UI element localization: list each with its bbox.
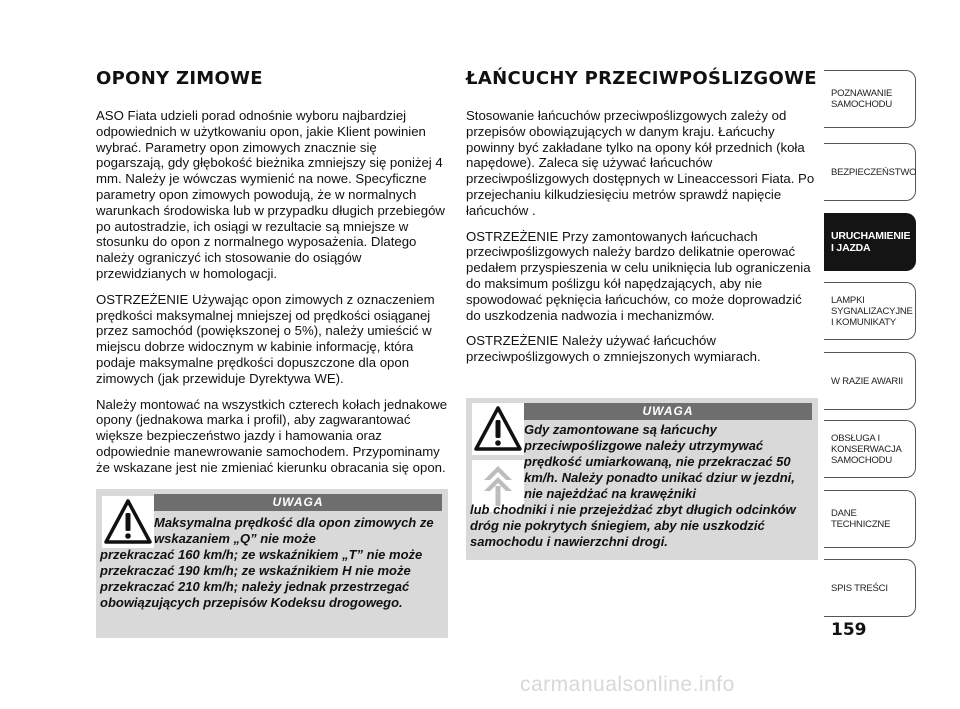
paragraph: ASO Fiata udzieli porad odnośnie wyboru najbardziej odpowiednich w użytkowaniu opon, jakie Klient powinien wybrać. Parametry opon zimowych znacznie się pogarszają, gdy głębokość bieżnika zmniejszy się poniżej 4 mm. Należy je wówczas wymienić na nowe. Specyficzne parametry opon zimowych powodują, że w normalnych warunkach środowiska lub w przypadku długich przebiegów po autostradzie, ich osiągi w rezultacie są mniejsze w stosunku do opon z normalnego wyposażenia. Dlatego należy ograniczyć ich stosowanie do osiągów przewidzianych w homologacji. xyxy=(96,108,445,281)
right-body-text xyxy=(466,108,818,375)
section-title-snow-chains: ŁAŃCUCHY PRZECIWPOŚLIZGOWE xyxy=(466,68,817,89)
paragraph: OSTRZEŻENIE Używając opon zimowych z oznaczeniem prędkości maksymalnej mniejszej od prędkości osiąganej przez samochód (powiększonej o 5%), należy umieścić w miejscu dobrze widocznym w kabinie informację, która podaje maksymalne prędkości dopuszczone dla opon zimowych (jak przewiduje Dyrektywa WE). xyxy=(96,291,435,386)
chapter-sidebar xyxy=(824,70,916,618)
paragraph: OSTRZEŻENIE Przy zamontowanych łańcuchach przeciwpoślizgowych należy bardzo delikatnie operować pedałem przyspieszenia w celu uniknięcia lub ograniczenia do maksimum poślizgu kół napędzających, aby nie spowodować pęknięcia łańcuchów, co może doprowadzić do uszkodzenia nadwozia i mechanizmów. xyxy=(466,228,811,323)
paragraph: Stosowanie łańcuchów przeciwpoślizgowych zależy od przepisów obowiązujących w danym kraju. Łańcuchy powinny być zakładane tylko na opony kół przednich (koła napędowe). Zaleca się używać łańcuchów przeciwpoślizgowych dostępnych w Lineaccessori Fiata. Po przejechaniu kilkudziesięciu metrów sprawdź napięcie łańcuchów . xyxy=(466,108,815,218)
section-title-winter-tyres: OPONY ZIMOWE xyxy=(96,68,263,89)
warning-label: UWAGA xyxy=(154,494,442,511)
warning-text-rest: lub chodniki i nie przejeżdżać zbyt długich odcinków dróg nie pokrytych śniegiem, aby nie uszkodzić samochodu i nawierzchni drogi. xyxy=(470,502,796,549)
tab-spis-tresci[interactable]: SPIS TREŚCI xyxy=(824,559,916,617)
paragraph: OSTRZEŻENIE Należy używać łańcuchów przeciwpoślizgowych o zmniejszonych wymiarach. xyxy=(466,333,761,365)
warning-box-snow-chains xyxy=(466,398,818,560)
tab-dane-techniczne[interactable]: DANE TECHNICZNE xyxy=(824,490,916,548)
tab-uruchamienie-i-jazda[interactable]: URUCHAMIENIE I JAZDA xyxy=(824,213,916,271)
left-body-text xyxy=(96,108,448,486)
warning-text-rest: przekraczać 160 km/h; ze wskaźnikiem „T” nie może przekraczać 190 km/h; ze wskaźnikiem H nie może przekraczać 210 km/h; należy jednak przestrzegać obowiązujących przepisów Kodeksu drogowego. xyxy=(100,547,423,610)
page-number: 159 xyxy=(831,620,867,640)
warning-text-indented: Maksymalna prędkość dla opon zimowych ze wskazaniem „Q” nie może xyxy=(154,515,434,546)
warning-text-indented: Gdy zamontowane są łańcuchy przeciwpoślizgowe należy utrzymywać prędkość umiarkowaną, nie przekraczać 50 km/h. Należy ponadto unikać dziur w jezdni, nie najeżdżać na krawężniki xyxy=(524,422,795,501)
warning-label: UWAGA xyxy=(524,403,812,420)
tab-obsluga-i-konserwacja[interactable]: OBSŁUGA I KONSERWACJA SAMOCHODU xyxy=(824,420,916,478)
tab-w-razie-awarii[interactable]: W RAZIE AWARII xyxy=(824,352,916,410)
paragraph: Należy montować na wszystkich czterech kołach jednakowe opony (jednakowa marka i profil), aby zagwarantować większe bezpieczeństwo jazdy i hamowania oraz odpowiednie manewrowanie samochodem. Przypominamy że wskazane jest nie zmieniać kierunku obracania się opon. xyxy=(96,396,448,475)
watermark: carmanualsonline.info xyxy=(520,673,735,696)
warning-text xyxy=(100,515,442,611)
tab-lampki-sygnalizacyjne[interactable]: LAMPKI SYGNALIZACYJNE I KOMUNIKATY xyxy=(824,282,916,340)
warning-box-winter-tyres xyxy=(96,489,448,638)
tab-bezpieczenstwo[interactable]: BEZPIECZEŃSTWO xyxy=(824,143,916,201)
tab-poznawanie-samochodu[interactable]: POZNAWANIE SAMOCHODU xyxy=(824,70,916,128)
warning-text xyxy=(470,422,812,550)
